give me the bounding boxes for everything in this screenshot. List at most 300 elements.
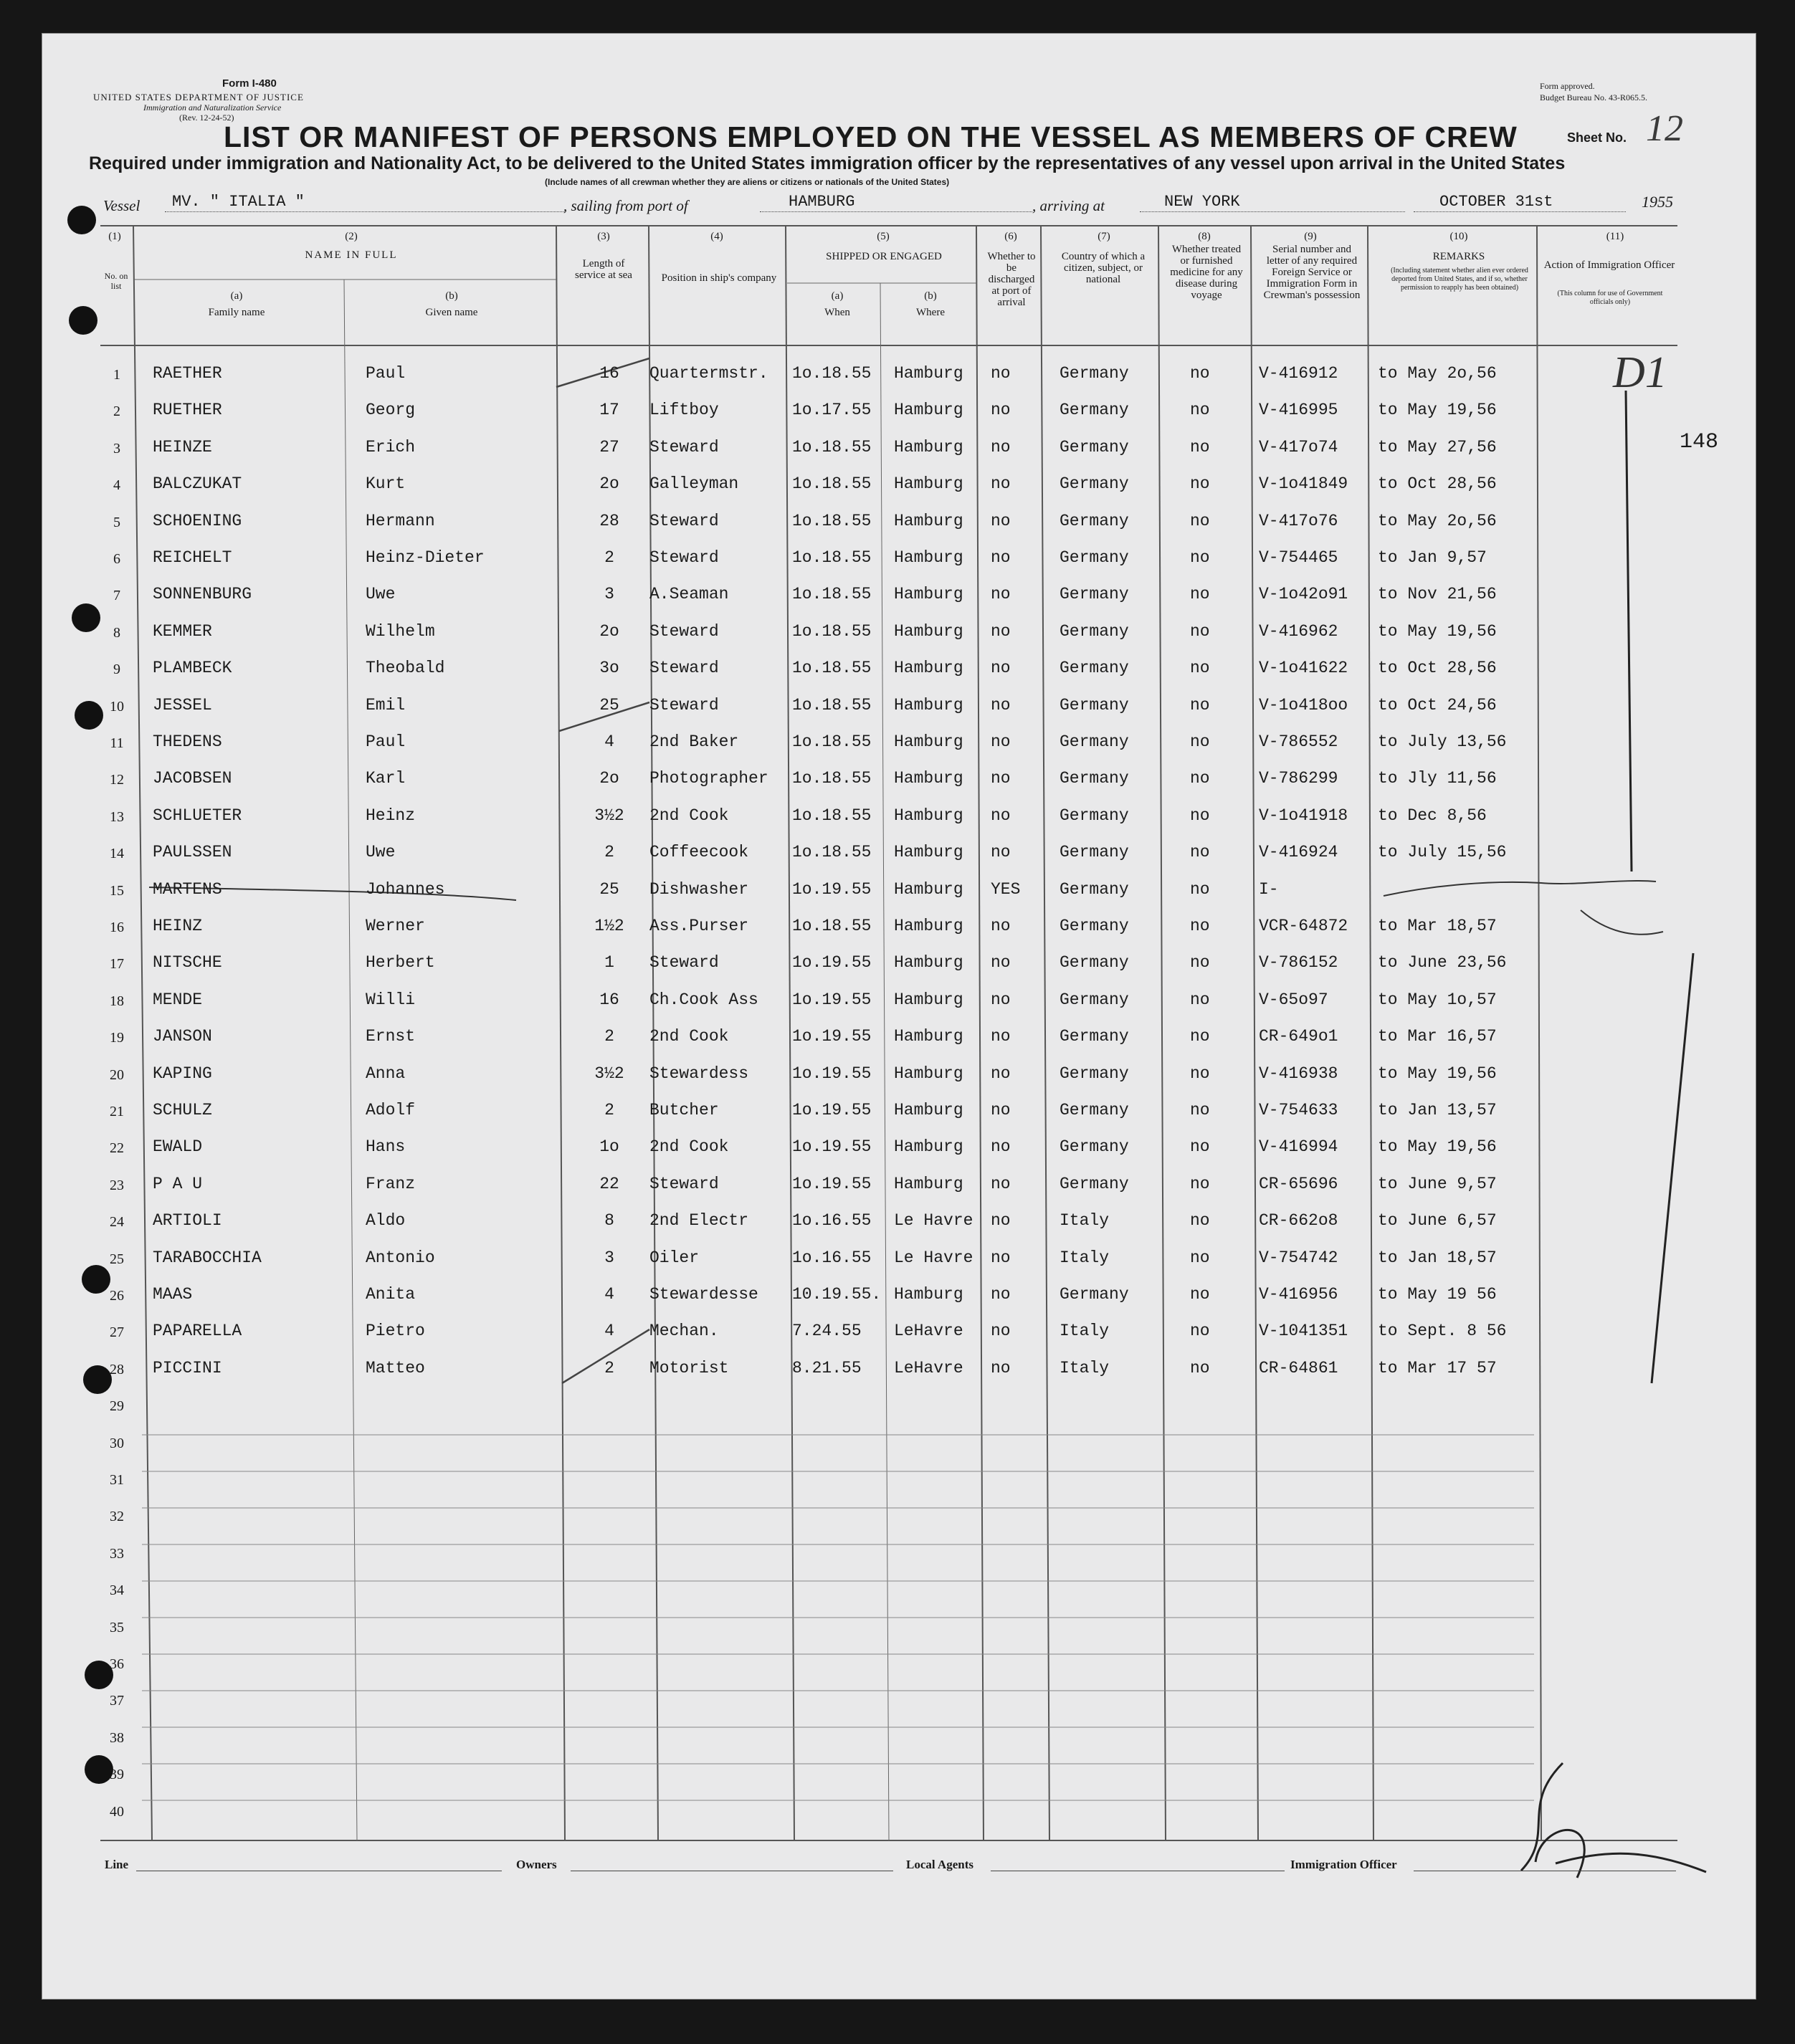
empty-row-number: 39 bbox=[110, 1767, 124, 1782]
engaged-when-cell: 1o.18.55 bbox=[792, 512, 872, 530]
engaged-where-cell: Hamburg bbox=[894, 696, 963, 715]
col-given-name: Given name bbox=[425, 307, 478, 318]
length-of-service-cell: 2 bbox=[604, 1027, 614, 1046]
remarks-cell: to Nov 21,56 bbox=[1378, 585, 1497, 603]
remarks-cell: to May 1o,57 bbox=[1378, 990, 1497, 1009]
country-cell: Germany bbox=[1060, 1175, 1129, 1193]
remarks-cell: to May 2o,56 bbox=[1378, 364, 1497, 383]
footer-agents-label: Local Agents bbox=[906, 1858, 973, 1871]
position-cell: Dishwasher bbox=[649, 880, 749, 899]
discharged-cell: no bbox=[991, 1137, 1011, 1156]
discharged-cell: no bbox=[991, 548, 1011, 567]
col-num-9: (9) bbox=[1304, 231, 1317, 242]
serial-number-cell: V-416912 bbox=[1259, 364, 1338, 383]
country-cell: Germany bbox=[1060, 474, 1129, 493]
col-action: Action of Immigration Officer bbox=[1543, 259, 1675, 271]
serial-number-cell: V-1o418oo bbox=[1259, 696, 1348, 715]
remarks-cell: to May 19 56 bbox=[1378, 1285, 1497, 1304]
family-name-cell: SONNENBURG bbox=[153, 585, 252, 603]
arriving-label: , arriving at bbox=[1032, 197, 1105, 214]
engaged-when-cell: 1o.19.55 bbox=[792, 990, 872, 1009]
col-num-5: (5) bbox=[877, 231, 890, 242]
serial-number-cell: V-416938 bbox=[1259, 1064, 1338, 1083]
remarks-cell: to Jan 13,57 bbox=[1378, 1101, 1497, 1119]
approval-note bbox=[1540, 80, 1647, 103]
treated-cell: no bbox=[1190, 696, 1210, 715]
row-number: 4 bbox=[113, 477, 120, 493]
family-name-cell: THEDENS bbox=[153, 732, 222, 751]
country-cell: Germany bbox=[1060, 696, 1129, 715]
remarks-cell: to Sept. 8 56 bbox=[1378, 1322, 1507, 1340]
serial-number-cell: V-65o97 bbox=[1259, 990, 1328, 1009]
position-cell: Photographer bbox=[649, 769, 768, 788]
given-name-cell: Hermann bbox=[366, 512, 435, 530]
col-discharged: Whether to be discharged at port of arrival bbox=[987, 251, 1036, 308]
discharged-cell: YES bbox=[991, 880, 1021, 899]
empty-row-number: 33 bbox=[110, 1546, 124, 1562]
engaged-when-cell: 1o.19.55 bbox=[792, 1175, 872, 1193]
country-cell: Germany bbox=[1060, 438, 1129, 457]
empty-row-number: 32 bbox=[110, 1509, 124, 1524]
serial-number-cell: V-416956 bbox=[1259, 1285, 1338, 1304]
engaged-where-cell: Hamburg bbox=[894, 474, 963, 493]
serial-number-cell: V-416995 bbox=[1259, 401, 1338, 419]
engaged-where-cell: Hamburg bbox=[894, 401, 963, 419]
engaged-when-cell: 1o.18.55 bbox=[792, 585, 872, 603]
country-cell: Italy bbox=[1060, 1211, 1110, 1230]
family-name-cell: MENDE bbox=[153, 990, 203, 1009]
row-number: 22 bbox=[110, 1140, 124, 1156]
remarks-cell: to Jan 18,57 bbox=[1378, 1248, 1497, 1267]
discharged-cell: no bbox=[991, 1027, 1011, 1046]
family-name-cell: JACOBSEN bbox=[153, 769, 232, 788]
serial-number-cell: CR-65696 bbox=[1259, 1175, 1338, 1193]
given-name-cell: Heinz-Dieter bbox=[366, 548, 485, 567]
col-name-in-full: NAME IN FULL bbox=[305, 249, 398, 261]
discharged-cell: no bbox=[991, 1211, 1011, 1230]
col-num-2: (2) bbox=[345, 231, 358, 242]
arrival-underline bbox=[1140, 211, 1405, 212]
vessel-name: MV. " ITALIA " bbox=[172, 193, 305, 211]
treated-cell: no bbox=[1190, 1137, 1210, 1156]
country-cell: Italy bbox=[1060, 1359, 1110, 1377]
row-number: 7 bbox=[113, 588, 120, 603]
col-when: When bbox=[824, 307, 850, 318]
row-number: 20 bbox=[110, 1067, 124, 1083]
engaged-where-cell: Le Havre bbox=[894, 1211, 973, 1230]
footer-officer-label: Immigration Officer bbox=[1290, 1858, 1397, 1871]
given-name-cell: Anna bbox=[366, 1064, 406, 1083]
col-given-letter: (b) bbox=[445, 290, 458, 302]
length-of-service-cell: 25 bbox=[599, 696, 619, 715]
country-cell: Germany bbox=[1060, 512, 1129, 530]
country-cell: Germany bbox=[1060, 1064, 1129, 1083]
family-name-cell: SCHLUETER bbox=[153, 806, 242, 825]
serial-number-cell: V-1o41849 bbox=[1259, 474, 1348, 493]
length-of-service-cell: 22 bbox=[599, 1175, 619, 1193]
remarks-cell: to May 27,56 bbox=[1378, 438, 1497, 457]
treated-cell: no bbox=[1190, 512, 1210, 530]
engaged-where-cell: Hamburg bbox=[894, 806, 963, 825]
length-of-service-cell: 2o bbox=[599, 769, 619, 788]
col-remarks-note: (Including statement whether alien ever ordered deported from United States, and if so, whether permission to reapply has been obtained) bbox=[1391, 267, 1528, 292]
position-cell: Coffeecook bbox=[649, 843, 749, 861]
length-of-service-cell: 16 bbox=[599, 990, 619, 1009]
family-name-cell: JESSEL bbox=[153, 696, 212, 715]
engaged-when-cell: 8.21.55 bbox=[792, 1359, 862, 1377]
remarks-cell: to Mar 18,57 bbox=[1378, 917, 1497, 935]
family-name-cell: KAPING bbox=[153, 1064, 212, 1083]
given-name-cell: Werner bbox=[366, 917, 425, 935]
given-name-cell: Uwe bbox=[366, 585, 396, 603]
engaged-where-cell: Hamburg bbox=[894, 880, 963, 899]
engaged-where-cell: Hamburg bbox=[894, 1285, 963, 1304]
given-name-cell: Anita bbox=[366, 1285, 416, 1304]
row-number: 25 bbox=[110, 1251, 124, 1267]
given-name-cell: Franz bbox=[366, 1175, 416, 1193]
serial-number-cell: V-1o41622 bbox=[1259, 659, 1348, 677]
country-cell: Germany bbox=[1060, 401, 1129, 419]
position-cell: Liftboy bbox=[649, 401, 719, 419]
department: UNITED STATES DEPARTMENT OF JUSTICE bbox=[93, 92, 304, 102]
discharged-cell: no bbox=[991, 696, 1011, 715]
approval-line-1: Form approved. bbox=[1540, 81, 1595, 91]
engaged-where-cell: Hamburg bbox=[894, 843, 963, 861]
approval-line-2: Budget Bureau No. 43-R065.5. bbox=[1540, 92, 1647, 102]
serial-number-cell: V-786552 bbox=[1259, 732, 1338, 751]
position-cell: 2nd Electr bbox=[649, 1211, 749, 1230]
country-cell: Germany bbox=[1060, 659, 1129, 677]
country-cell: Italy bbox=[1060, 1248, 1110, 1267]
treated-cell: no bbox=[1190, 1027, 1210, 1046]
position-cell: Galleyman bbox=[649, 474, 739, 493]
position-cell: Steward bbox=[649, 438, 719, 457]
length-of-service-cell: 1½2 bbox=[594, 917, 624, 935]
serial-number-cell: V-754633 bbox=[1259, 1101, 1338, 1119]
remarks-cell: to May 19,56 bbox=[1378, 1064, 1497, 1083]
row-number: 14 bbox=[110, 846, 124, 861]
treated-cell: no bbox=[1190, 401, 1210, 419]
serial-number-cell: CR-64861 bbox=[1259, 1359, 1338, 1377]
engaged-when-cell: 1o.18.55 bbox=[792, 769, 872, 788]
col-num-1: (1) bbox=[108, 231, 121, 242]
family-name-cell: SCHULZ bbox=[153, 1101, 212, 1119]
col-num-3: (3) bbox=[597, 231, 610, 242]
row-number: 12 bbox=[110, 772, 124, 788]
treated-cell: no bbox=[1190, 1322, 1210, 1340]
remarks-cell: to June 23,56 bbox=[1378, 953, 1507, 972]
remarks-cell: to July 13,56 bbox=[1378, 732, 1507, 751]
length-of-service-cell: 4 bbox=[604, 1285, 614, 1304]
col-serial: Serial number and letter of any required Foreign Service or Immigration Form in Crewman's possession bbox=[1263, 244, 1361, 301]
length-of-service-cell: 1 bbox=[604, 953, 614, 972]
engaged-where-cell: LeHavre bbox=[894, 1359, 963, 1377]
col-num-8: (8) bbox=[1198, 231, 1211, 242]
remarks-cell: to Oct 28,56 bbox=[1378, 474, 1497, 493]
remarks-cell: to Mar 16,57 bbox=[1378, 1027, 1497, 1046]
given-name-cell: Kurt bbox=[366, 474, 406, 493]
treated-cell: no bbox=[1190, 917, 1210, 935]
given-name-cell: Erich bbox=[366, 438, 416, 457]
treated-cell: no bbox=[1190, 843, 1210, 861]
serial-number-cell: V-416924 bbox=[1259, 843, 1338, 861]
row-number: 5 bbox=[113, 515, 120, 530]
discharged-cell: no bbox=[991, 1285, 1011, 1304]
serial-number-cell: V-786299 bbox=[1259, 769, 1338, 788]
length-of-service-cell: 3½2 bbox=[594, 1064, 624, 1083]
subtitle: Required under immigration and Nationality Act, to be delivered to the United States immigration officer by the representatives of any vessel upon arrival in the United States bbox=[89, 153, 1566, 173]
col-num-6: (6) bbox=[1004, 231, 1017, 242]
engaged-where-cell: Hamburg bbox=[894, 585, 963, 603]
country-cell: Germany bbox=[1060, 1101, 1129, 1119]
treated-cell: no bbox=[1190, 622, 1210, 641]
manifest-sheet bbox=[42, 33, 1756, 2000]
length-of-service-cell: 4 bbox=[604, 1322, 614, 1340]
col-num-11: (11) bbox=[1606, 231, 1624, 242]
discharged-cell: no bbox=[991, 1248, 1011, 1267]
family-name-cell: JANSON bbox=[153, 1027, 212, 1046]
footer-line-label: Line bbox=[105, 1858, 129, 1871]
given-name-cell: Pietro bbox=[366, 1322, 425, 1340]
length-of-service-cell: 25 bbox=[599, 880, 619, 899]
port-underline bbox=[760, 211, 1032, 212]
engaged-when-cell: 1o.18.55 bbox=[792, 917, 872, 935]
given-name-cell: Emil bbox=[366, 696, 406, 715]
country-cell: Germany bbox=[1060, 843, 1129, 861]
position-cell: Steward bbox=[649, 548, 719, 567]
engaged-when-cell: 1o.18.55 bbox=[792, 806, 872, 825]
col-shipped: SHIPPED OR ENGAGED bbox=[826, 251, 942, 262]
position-cell: Steward bbox=[649, 659, 719, 677]
discharged-cell: no bbox=[991, 806, 1011, 825]
serial-number-cell: V-417o76 bbox=[1259, 512, 1338, 530]
position-cell: Butcher bbox=[649, 1101, 719, 1119]
treated-cell: no bbox=[1190, 364, 1210, 383]
position-cell: Stewardess bbox=[649, 1064, 749, 1083]
length-of-service-cell: 3½2 bbox=[594, 806, 624, 825]
family-name-cell: NITSCHE bbox=[153, 953, 222, 972]
position-cell: Mechan. bbox=[649, 1322, 719, 1340]
treated-cell: no bbox=[1190, 1101, 1210, 1119]
engaged-where-cell: Hamburg bbox=[894, 512, 963, 530]
country-cell: Germany bbox=[1060, 1137, 1129, 1156]
country-cell: Germany bbox=[1060, 732, 1129, 751]
engaged-when-cell: 1o.19.55 bbox=[792, 1101, 872, 1119]
treated-cell: no bbox=[1190, 990, 1210, 1009]
treated-cell: no bbox=[1190, 1248, 1210, 1267]
discharged-cell: no bbox=[991, 1359, 1011, 1377]
given-name-cell: Paul bbox=[366, 364, 406, 383]
length-of-service-cell: 16 bbox=[599, 364, 619, 383]
given-name-cell: Antonio bbox=[366, 1248, 435, 1267]
length-of-service-cell: 2 bbox=[604, 843, 614, 861]
given-name-cell: Willi bbox=[366, 990, 416, 1009]
engaged-where-cell: Hamburg bbox=[894, 732, 963, 751]
engaged-where-cell: Hamburg bbox=[894, 659, 963, 677]
remarks-cell: to Mar 17 57 bbox=[1378, 1359, 1497, 1377]
engaged-when-cell: 1o.18.55 bbox=[792, 548, 872, 567]
given-name-cell: Ernst bbox=[366, 1027, 416, 1046]
row-number: 2 bbox=[113, 403, 120, 419]
treated-cell: no bbox=[1190, 1175, 1210, 1193]
vessel-label: Vessel bbox=[103, 197, 141, 214]
engaged-when-cell: 1o.18.55 bbox=[792, 622, 872, 641]
engaged-when-cell: 1o.18.55 bbox=[792, 474, 872, 493]
given-name-cell: Adolf bbox=[366, 1101, 416, 1119]
engaged-where-cell: Hamburg bbox=[894, 622, 963, 641]
empty-row-number: 38 bbox=[110, 1730, 124, 1746]
given-name-cell: Heinz bbox=[366, 806, 416, 825]
position-cell: 2nd Cook bbox=[649, 806, 729, 825]
engaged-when-cell: 1o.19.55 bbox=[792, 1064, 872, 1083]
footer-owners-label: Owners bbox=[516, 1858, 557, 1871]
length-of-service-cell: 2 bbox=[604, 1359, 614, 1377]
remarks-cell: to May 19,56 bbox=[1378, 1137, 1497, 1156]
col-num-7: (7) bbox=[1098, 231, 1110, 242]
given-name-cell: Paul bbox=[366, 732, 406, 751]
length-of-service-cell: 2o bbox=[599, 474, 619, 493]
length-of-service-cell: 2o bbox=[599, 622, 619, 641]
given-name-cell: Hans bbox=[366, 1137, 406, 1156]
treated-cell: no bbox=[1190, 1211, 1210, 1230]
binder-hole bbox=[75, 701, 103, 730]
length-of-service-cell: 17 bbox=[599, 401, 619, 419]
length-of-service-cell: 3 bbox=[604, 1248, 614, 1267]
row-number: 17 bbox=[110, 956, 124, 972]
remarks-cell: to May 19,56 bbox=[1378, 622, 1497, 641]
row-number: 23 bbox=[110, 1178, 124, 1193]
treated-cell: no bbox=[1190, 438, 1210, 457]
binder-hole bbox=[69, 306, 97, 335]
serial-number-cell: V-1041351 bbox=[1259, 1322, 1348, 1340]
discharged-cell: no bbox=[991, 953, 1011, 972]
empty-row-number: 30 bbox=[110, 1436, 124, 1451]
page-title: LIST OR MANIFEST OF PERSONS EMPLOYED ON THE VESSEL AS MEMBERS OF CREW bbox=[224, 120, 1518, 153]
engaged-where-cell: Hamburg bbox=[894, 1137, 963, 1156]
empty-row-number: 34 bbox=[110, 1582, 124, 1598]
position-cell: 2nd Baker bbox=[649, 732, 739, 751]
discharged-cell: no bbox=[991, 1322, 1011, 1340]
engaged-when-cell: 10.19.55. bbox=[792, 1285, 882, 1304]
family-name-cell: MARTENS bbox=[153, 880, 222, 899]
row-number: 10 bbox=[110, 699, 124, 715]
discharged-cell: no bbox=[991, 843, 1011, 861]
country-cell: Germany bbox=[1060, 806, 1129, 825]
serial-number-cell: VCR-64872 bbox=[1259, 917, 1348, 935]
position-cell: Steward bbox=[649, 953, 719, 972]
col-family-letter: (a) bbox=[230, 290, 243, 302]
engaged-where-cell: Hamburg bbox=[894, 1101, 963, 1119]
row-number: 15 bbox=[110, 883, 124, 899]
remarks-cell: to May 2o,56 bbox=[1378, 512, 1497, 530]
treated-cell: no bbox=[1190, 953, 1210, 972]
sailing-port: HAMBURG bbox=[789, 193, 855, 211]
length-of-service-cell: 28 bbox=[599, 512, 619, 530]
row-number: 18 bbox=[110, 993, 124, 1009]
col-num-10: (10) bbox=[1449, 231, 1468, 242]
row-number: 11 bbox=[110, 735, 124, 751]
discharged-cell: no bbox=[991, 659, 1011, 677]
col-where-letter: (b) bbox=[924, 290, 937, 302]
remarks-cell: to Oct 28,56 bbox=[1378, 659, 1497, 677]
country-cell: Italy bbox=[1060, 1322, 1110, 1340]
position-cell: 2nd Cook bbox=[649, 1027, 729, 1046]
family-name-cell: SCHOENING bbox=[153, 512, 242, 530]
family-name-cell: ARTIOLI bbox=[153, 1211, 222, 1230]
family-name-cell: MAAS bbox=[153, 1285, 193, 1304]
empty-row-number: 37 bbox=[110, 1693, 124, 1709]
row-number: 6 bbox=[113, 551, 120, 567]
row-number: 26 bbox=[110, 1288, 124, 1304]
position-cell: Ass.Purser bbox=[649, 917, 749, 935]
country-cell: Germany bbox=[1060, 1285, 1129, 1304]
given-name-cell: Johannes bbox=[366, 880, 445, 899]
date-underline bbox=[1414, 211, 1626, 212]
serial-number-cell: CR-649o1 bbox=[1259, 1027, 1338, 1046]
engaged-where-cell: Hamburg bbox=[894, 990, 963, 1009]
engaged-where-cell: Hamburg bbox=[894, 1064, 963, 1083]
remarks-cell: to Dec 8,56 bbox=[1378, 806, 1487, 825]
discharged-cell: no bbox=[991, 769, 1011, 788]
country-cell: Germany bbox=[1060, 548, 1129, 567]
discharged-cell: no bbox=[991, 474, 1011, 493]
empty-row-number: 40 bbox=[110, 1804, 124, 1820]
row-number: 28 bbox=[110, 1362, 124, 1377]
discharged-cell: no bbox=[991, 1101, 1011, 1119]
col-when-letter: (a) bbox=[831, 290, 844, 302]
length-of-service-cell: 3o bbox=[599, 659, 619, 677]
col-family-name: Family name bbox=[208, 307, 265, 318]
service: Immigration and Naturalization Service bbox=[143, 102, 282, 113]
position-cell: Steward bbox=[649, 622, 719, 641]
country-cell: Germany bbox=[1060, 769, 1129, 788]
sheet-label: Sheet No. bbox=[1567, 130, 1627, 145]
family-name-cell: RUETHER bbox=[153, 401, 222, 419]
remarks-cell: to May 19,56 bbox=[1378, 401, 1497, 419]
family-name-cell: P A U bbox=[153, 1175, 203, 1193]
engaged-where-cell: Hamburg bbox=[894, 1175, 963, 1193]
row-number: 3 bbox=[113, 441, 120, 457]
serial-number-cell: V-754465 bbox=[1259, 548, 1338, 567]
discharged-cell: no bbox=[991, 438, 1011, 457]
action-annotation-d1: D1 bbox=[1613, 348, 1667, 397]
discharged-cell: no bbox=[991, 1175, 1011, 1193]
annotation-148: 148 bbox=[1680, 430, 1719, 454]
family-name-cell: PICCINI bbox=[153, 1359, 222, 1377]
treated-cell: no bbox=[1190, 880, 1210, 899]
country-cell: Germany bbox=[1060, 364, 1129, 383]
serial-number-cell: V-1o42o91 bbox=[1259, 585, 1348, 603]
engaged-where-cell: Hamburg bbox=[894, 769, 963, 788]
engaged-when-cell: 1o.19.55 bbox=[792, 953, 872, 972]
family-name-cell: PLAMBECK bbox=[153, 659, 232, 677]
given-name-cell: Wilhelm bbox=[366, 622, 435, 641]
treated-cell: no bbox=[1190, 548, 1210, 567]
engaged-where-cell: Hamburg bbox=[894, 917, 963, 935]
length-of-service-cell: 4 bbox=[604, 732, 614, 751]
engaged-when-cell: 1o.19.55 bbox=[792, 1137, 872, 1156]
engaged-where-cell: Hamburg bbox=[894, 438, 963, 457]
family-name-cell: KEMMER bbox=[153, 622, 212, 641]
engaged-when-cell: 1o.16.55 bbox=[792, 1211, 872, 1230]
arrival-year: 1955 bbox=[1642, 193, 1673, 211]
empty-row-number: 29 bbox=[110, 1398, 124, 1414]
treated-cell: no bbox=[1190, 1064, 1210, 1083]
serial-number-cell: V-1o41918 bbox=[1259, 806, 1348, 825]
sailing-label: , sailing from port of bbox=[563, 197, 688, 214]
discharged-cell: no bbox=[991, 990, 1011, 1009]
position-cell: Steward bbox=[649, 512, 719, 530]
